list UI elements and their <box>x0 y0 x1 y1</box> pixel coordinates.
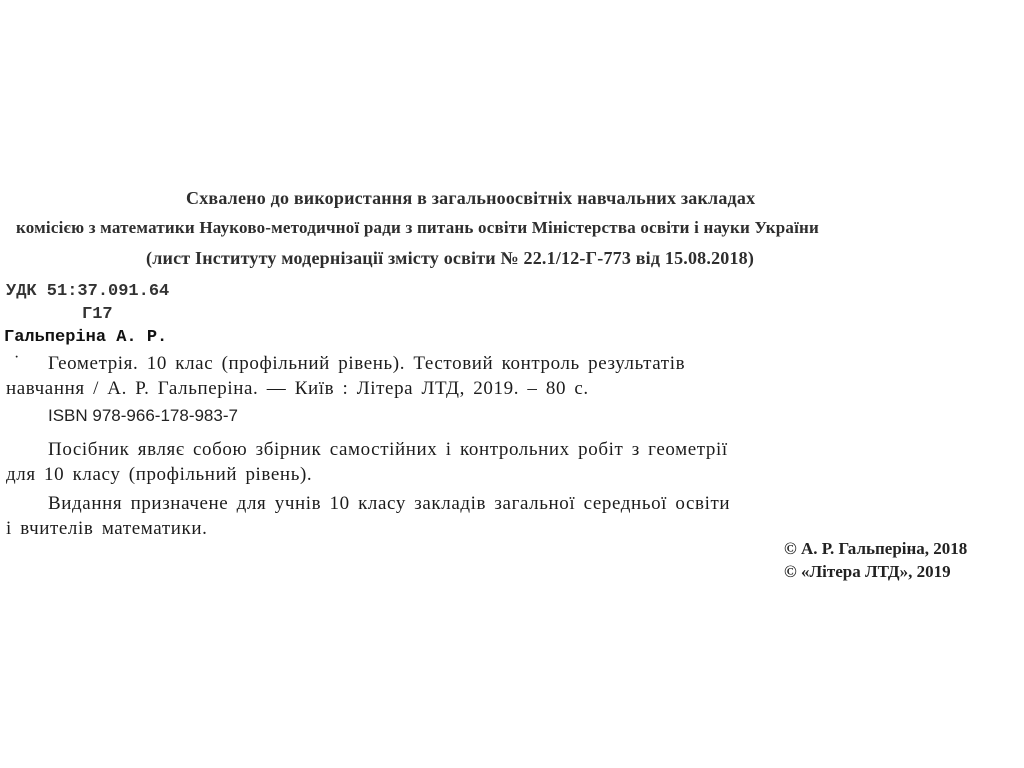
annotation-p2-line-1: Видання призначене для учнів 10 класу закладів загальної середньої освіти <box>48 493 731 514</box>
approval-line-3: (лист Інституту модернізації змісту освіти № 22.1/12-Г-773 від 15.08.2018) <box>146 248 755 268</box>
title-line-1: Геометрія. 10 клас (профільний рівень). Тестовий контроль результатів <box>48 353 686 374</box>
isbn: ISBN 978-966-178-983-7 <box>48 406 238 425</box>
approval-line-2: комісією з математики Науково-методичної ради з питань освіти Міністерства освіти і науки України <box>16 218 820 237</box>
copyright-author: © А. Р. Гальперіна, 2018 <box>784 539 968 558</box>
annotation-p1-line-2: для 10 класу (профільний рівень). <box>6 464 313 485</box>
copyright-publisher: © «Літера ЛТД», 2019 <box>784 562 951 581</box>
udk-code: УДК 51:37.091.64 <box>6 282 170 301</box>
bbk-code: Г17 <box>82 305 113 324</box>
author-heading: Гальперіна А. Р. <box>4 328 168 347</box>
title-line-2: навчання / А. Р. Гальперіна. — Київ : Літера ЛТД, 2019. – 80 с. <box>6 378 589 399</box>
approval-line-1: Схвалено до використання в загальноосвітніх навчальних закладах <box>186 188 756 208</box>
annotation-p1-line-1: Посібник являє собою збірник самостійних і контрольних робіт з геометрії <box>48 439 728 460</box>
annotation-p2-line-2: і вчителів математики. <box>6 518 208 539</box>
catalog-marker: · <box>14 349 20 366</box>
